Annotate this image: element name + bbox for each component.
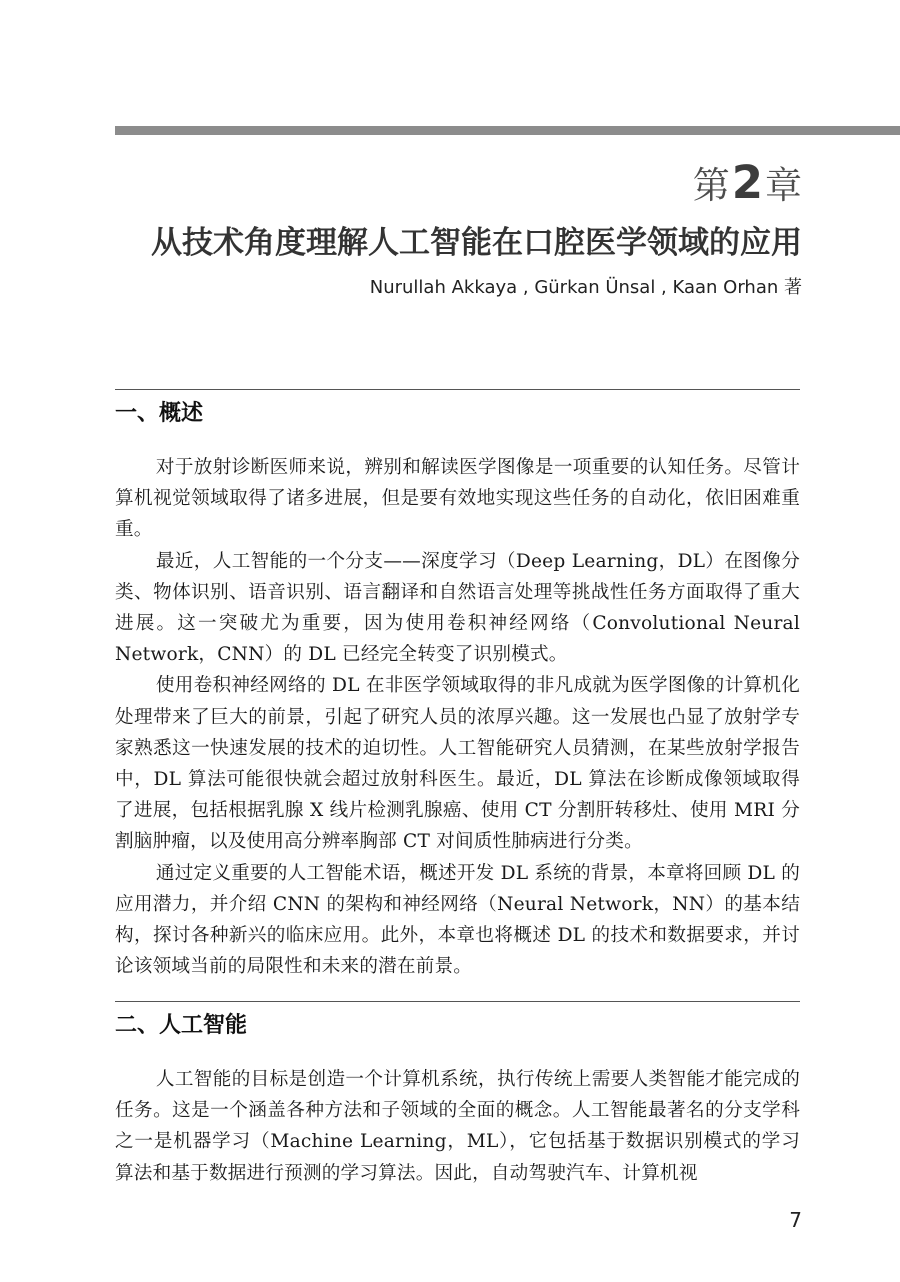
section-divider	[115, 1001, 800, 1002]
paragraph: 最近，人工智能的一个分支——深度学习（Deep Learning，DL）在图像分类、物体识别、语音识别、语言翻译和自然语言处理等挑战性任务方面取得了重大进展。这一突破尤为重要，因为使用卷积神经网络（Convolutional Neural Network，CNN）的 DL 已经完全转变了识别模式。	[115, 550, 800, 666]
section-heading: 二、人工智能	[115, 1013, 248, 1038]
chapter-number: 第2章	[692, 156, 802, 209]
section-body	[115, 452, 800, 982]
chapter-top-rule	[115, 126, 900, 135]
section-body	[115, 1064, 800, 1189]
chapter-authors: Nurullah Akkaya , Gürkan Ünsal , Kaan Orhan 著	[369, 277, 802, 298]
paragraph: 通过定义重要的人工智能术语，概述开发 DL 系统的背景，本章将回顾 DL 的应用潜力，并介绍 CNN 的架构和神经网络（Neural Network，NN）的基本结构，探讨各种新兴的临床应用。此外，本章也将概述 DL 的技术和数据要求，并讨论该领域当前的局限性和未来的潜在前景。	[115, 862, 800, 978]
chapter-title: 从技术角度理解人工智能在口腔医学领域的应用	[151, 225, 802, 261]
section-heading: 一、概述	[115, 401, 204, 426]
paragraph: 使用卷积神经网络的 DL 在非医学领域取得的非凡成就为医学图像的计算机化处理带来了巨大的前景，引起了研究人员的浓厚兴趣。这一发展也凸显了放射学专家熟悉这一快速发展的技术的迫切性。人工智能研究人员猜测，在某些放射学报告中，DL 算法可能很快就会超过放射科医生。最近，DL 算法在诊断成像领域取得了进展，包括根据乳腺 X 线片检测乳腺癌、使用 CT 分割肝转移灶、使用 MRI 分割脑肿瘤，以及使用高分辨率胸部 CT 对间质性肺病进行分类。	[115, 675, 800, 853]
page-number: 7	[789, 1208, 802, 1232]
chapter-number-digit: 2	[731, 156, 763, 209]
paragraph: 人工智能的目标是创造一个计算机系统，执行传统上需要人类智能才能完成的任务。这是一个涵盖各种方法和子领域的全面的概念。人工智能最著名的分支学科之一是机器学习（Machine Learning，ML），它包括基于数据识别模式的学习算法和基于数据进行预测的学习算法。因此，自动驾驶汽车、计算机视	[115, 1069, 800, 1184]
paragraph: 对于放射诊断医师来说，辨别和解读医学图像是一项重要的认知任务。尽管计算机视觉领域取得了诸多进展，但是要有效地实现这些任务的自动化，依旧困难重重。	[115, 457, 800, 541]
section-divider	[115, 389, 800, 390]
